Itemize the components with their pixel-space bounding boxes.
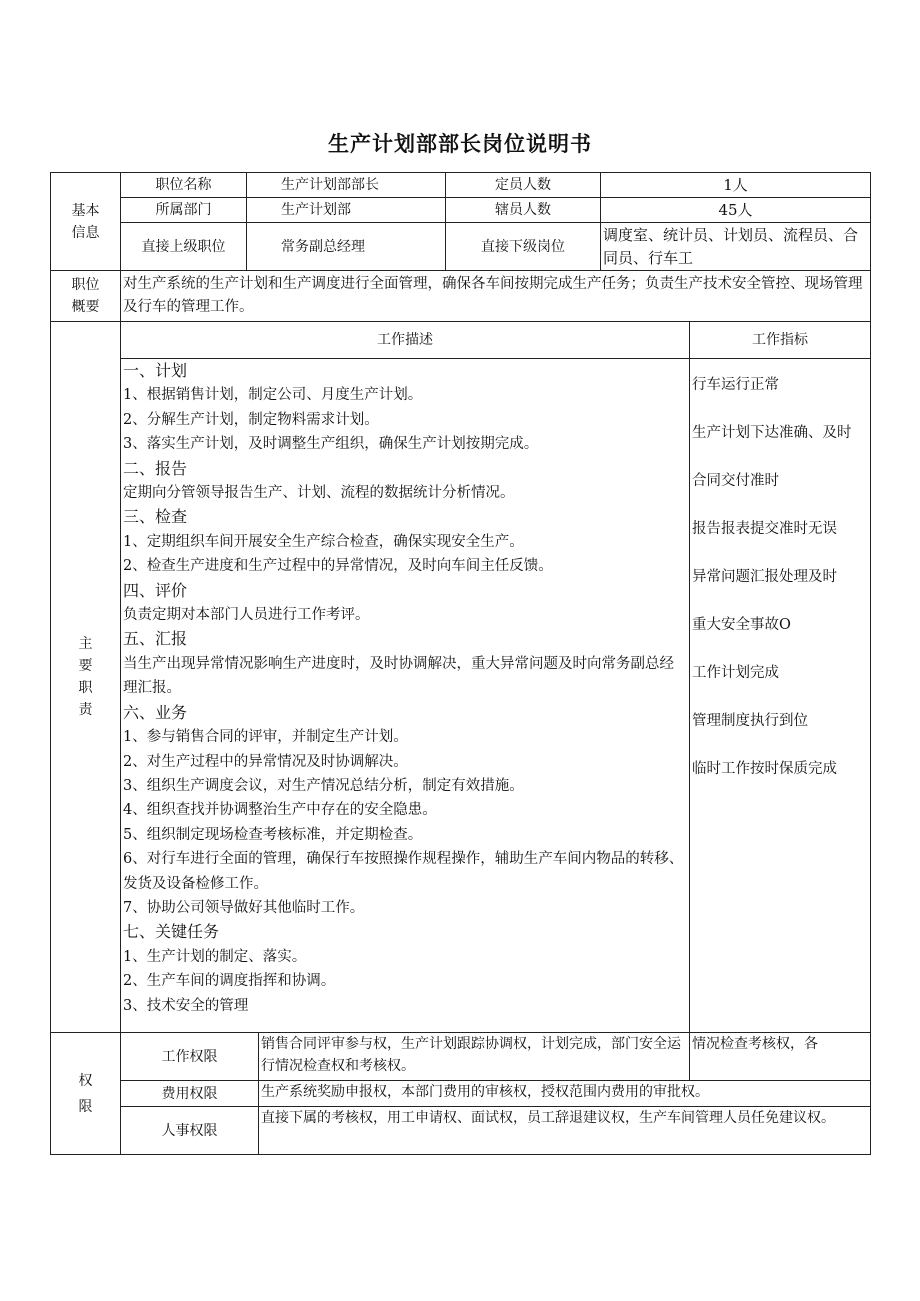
work-description [121, 359, 690, 1033]
duties-label-char: 职 [78, 680, 93, 696]
cost-authority-label: 费用权限 [121, 1081, 259, 1107]
duty-line: 3、组织生产调度会议，对生产情况总结分析，制定有效措施。 [123, 777, 524, 794]
work-indicator-lines [692, 373, 868, 781]
authority-label-char: 限 [78, 1098, 93, 1115]
indicator-item: 管理制度执行到位 [692, 713, 808, 729]
duty-line: 1、根据销售计划，制定公司、月度生产计划。 [123, 387, 423, 404]
authority-label-char: 权 [78, 1072, 93, 1089]
work-indicators [690, 359, 871, 1033]
indicator-item: 工作计划完成 [692, 665, 779, 681]
indicator-item: 重大安全事故O [692, 617, 791, 633]
superior-value: 常务副总经理 [247, 223, 446, 271]
department-value: 生产计划部 [247, 198, 446, 223]
page-title: 生产计划部部长岗位说明书 [328, 132, 592, 156]
subordinate-pos-label: 直接下级岗位 [446, 223, 601, 271]
authority-label [51, 1033, 121, 1155]
duty-line: 4、组织查找并协调整治生产中存在的安全隐患。 [123, 802, 437, 819]
indicator-item: 报告报表提交准时无误 [692, 521, 837, 537]
duty-line: 6、对行车进行全面的管理，确保行车按照操作规程操作，辅助生产车间内物品的转移、发货及设备检修工作。 [123, 851, 684, 892]
indicator-item: 生产计划下达准确、及时 [692, 425, 852, 441]
work-description-lines [123, 359, 687, 1018]
headcount-value: 1人 [601, 173, 871, 198]
duty-line: 当生产出现异常情况影响生产进度时，及时协调解决，重大异常问题及时向常务副总经理汇报。 [123, 655, 674, 697]
duties-label-char: 责 [78, 702, 93, 718]
duty-line: 2、分解生产计划，制定物料需求计划。 [123, 411, 379, 428]
department-label: 所属部门 [121, 198, 247, 223]
duty-line: 负责定期对本部门人员进行工作考评。 [123, 607, 370, 624]
duty-line: 2、对生产过程中的异常情况及时协调解决。 [123, 753, 408, 770]
indicator-header: 工作指标 [690, 322, 871, 359]
overview-label [51, 271, 121, 322]
work-authority-label: 工作权限 [121, 1033, 259, 1081]
duty-section-heading: 二、报告 [123, 458, 188, 478]
indicator-item: 临时工作按时保质完成 [692, 761, 837, 777]
duty-section-heading: 六、业务 [123, 702, 188, 722]
duty-line: 定期向分管领导报告生产、计划、流程的数据统计分析情况。 [123, 485, 515, 502]
hr-authority-text: 直接下属的考核权，用工申请权、面试权，员工辞退建议权，生产车间管理人员任免建议权。 [259, 1107, 871, 1155]
subordinate-pos-value: 调度室、统计员、计划员、流程员、合同员、行车工 [601, 223, 871, 271]
duty-line: 2、生产车间的调度指挥和协调。 [123, 973, 336, 990]
duty-section-heading: 一、计划 [123, 361, 188, 380]
cost-authority-text: 生产系统奖励申报权，本部门费用的审核权，授权范围内费用的审批权。 [259, 1081, 871, 1107]
overview-label-text: 职位 概要 [71, 277, 100, 315]
work-authority-text: 销售合同评审参与权，生产计划跟踪协调权，计划完成，部门安全运行情况检查权和考核权。 [259, 1033, 690, 1081]
subordinates-label: 辖员人数 [446, 198, 601, 223]
duty-section-heading: 五、汇报 [123, 629, 188, 649]
duty-line: 1、生产计划的制定、落实。 [123, 948, 307, 965]
duties-label-char: 主 [78, 636, 93, 652]
duty-section-heading: 四、评价 [123, 580, 188, 600]
desc-header: 工作描述 [121, 322, 690, 359]
position-name-value: 生产计划部部长 [247, 173, 446, 198]
duty-line: 1、参与销售合同的评审，并制定生产计划。 [123, 729, 408, 746]
job-description-table [50, 172, 871, 1155]
duty-line: 3、技术安全的管理 [123, 997, 249, 1014]
indicator-item: 合同交付准时 [692, 473, 779, 489]
superior-label: 直接上级职位 [121, 223, 247, 271]
indicator-item: 异常问题汇报处理及时 [692, 569, 837, 585]
duty-line: 2、检查生产进度和生产过程中的异常情况，及时向车间主任反馈。 [123, 558, 553, 575]
duty-line: 7、协助公司领导做好其他临时工作。 [123, 899, 365, 916]
duty-line: 1、定期组织车间开展安全生产综合检查，确保实现安全生产。 [123, 533, 524, 550]
duty-line: 5、组织制定现场检查考核标准，并定期检查。 [123, 826, 423, 843]
subordinates-value: 45人 [601, 198, 871, 223]
duty-line: 3、落实生产计划，及时调整生产组织，确保生产计划按期完成。 [123, 436, 539, 453]
duty-section-heading: 三、检查 [123, 507, 188, 527]
duties-label-char: 要 [78, 658, 93, 674]
duties-label [51, 322, 121, 1033]
overview-text: 对生产系统的生产计划和生产调度进行全面管理，确保各车间按期完成生产任务；负责生产技术安全管控、现场管理及行车的管理工作。 [121, 271, 871, 322]
hr-authority-label: 人事权限 [121, 1107, 259, 1155]
basic-info-label-text: 基本 信息 [71, 202, 100, 241]
basic-info-label [51, 173, 121, 271]
headcount-label: 定员人数 [446, 173, 601, 198]
indicator-item: 行车运行正常 [692, 377, 779, 393]
position-name-label: 职位名称 [121, 173, 247, 198]
duty-section-heading: 七、关键任务 [123, 922, 220, 942]
work-authority-text-right: 情况检查考核权，各 [690, 1033, 871, 1081]
